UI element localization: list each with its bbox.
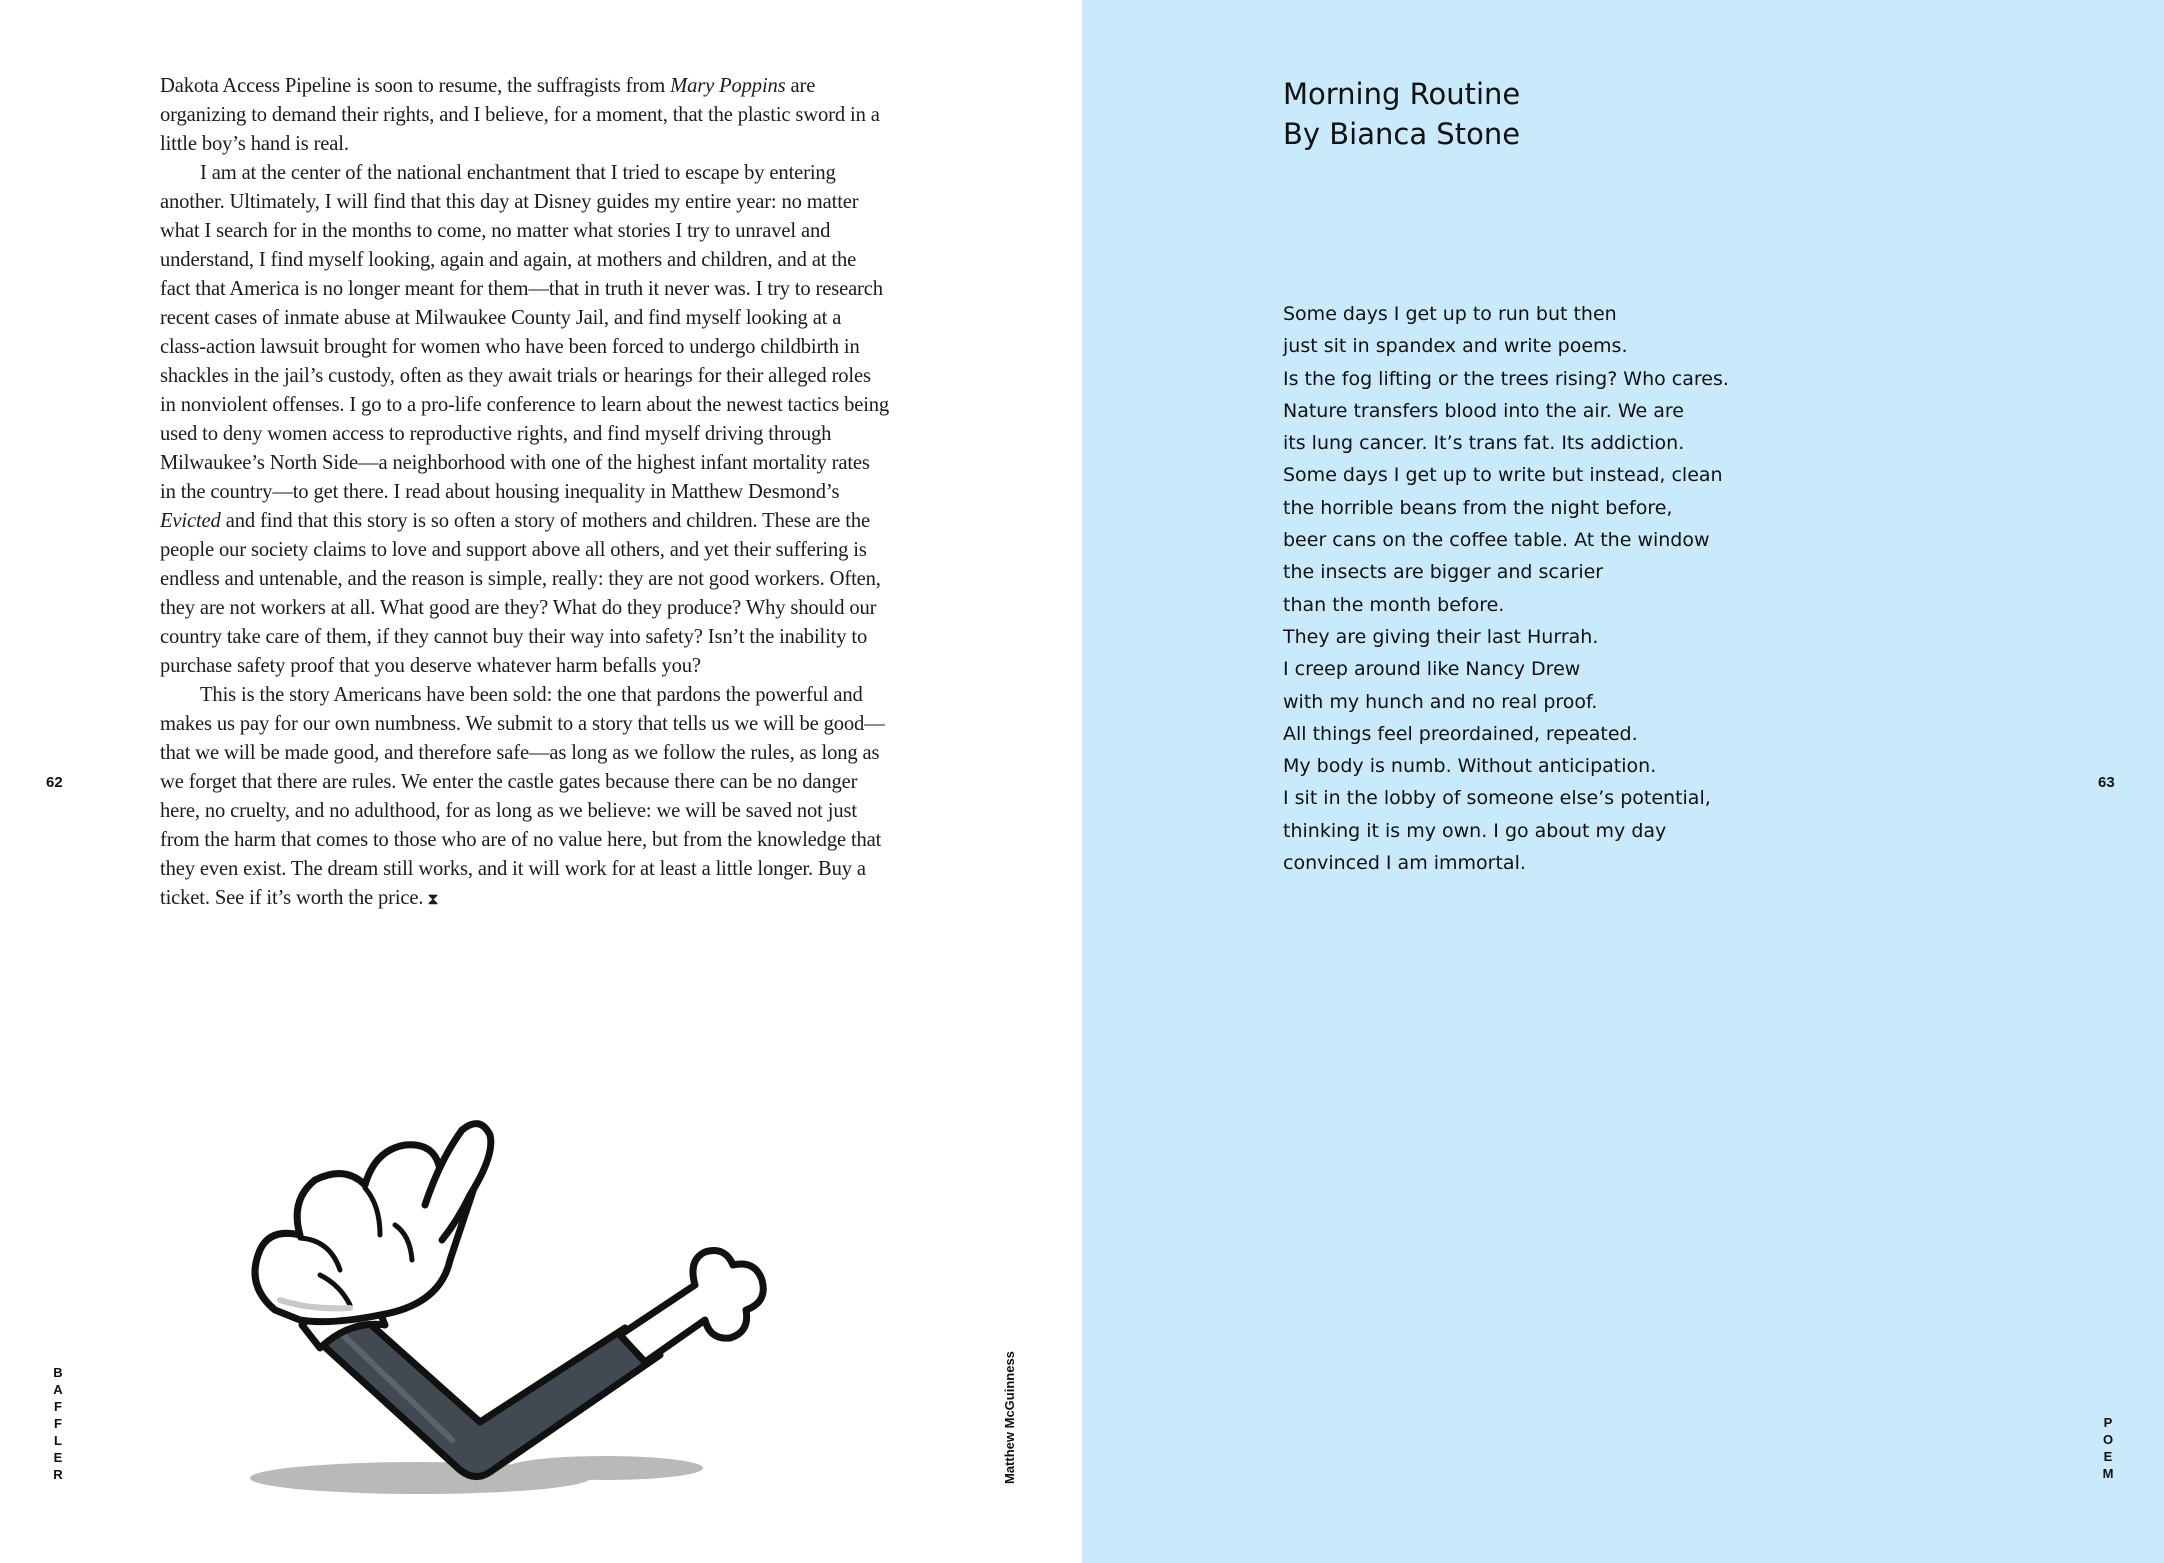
poem-line: All things feel preordained, repeated.: [1283, 722, 1638, 745]
essay-paragraph: [160, 72, 890, 159]
italic-title: Mary Poppins: [670, 75, 786, 97]
poem-line: They are giving their last Hurrah.: [1283, 625, 1599, 648]
illustration-credit: Matthew McGuinness: [1002, 1351, 1017, 1484]
poem-byline: By Bianca Stone: [1283, 117, 1521, 151]
running-head-letter: M: [2102, 1466, 2114, 1481]
poem-line: thinking it is my own. I go about my day: [1283, 819, 1667, 842]
essay-text: are organizing to demand their rights, and I believe, for a moment, that the plastic sword in a little boy’s hand is real.: [160, 75, 880, 155]
poem-line: I creep around like Nancy Drew: [1283, 658, 1581, 681]
poem-line: Is the fog lifting or the trees rising? Who cares.: [1283, 367, 1729, 390]
poem-line: Nature transfers blood into the air. We are: [1283, 399, 1684, 422]
page-number-right: 63: [2098, 774, 2115, 791]
bone: [620, 1251, 763, 1362]
poem-line: its lung cancer. It’s trans fat. Its addiction.: [1283, 432, 1685, 455]
poem-line: beer cans on the coffee table. At the window: [1283, 529, 1710, 552]
running-head-letter: E: [2103, 1449, 2113, 1464]
poem-line: the horrible beans from the night before,: [1283, 496, 1673, 519]
glove-thumb: [425, 1124, 491, 1240]
poem-line: Some days I get up to write but instead, clean: [1283, 464, 1723, 487]
running-head-letter: O: [2102, 1432, 2114, 1447]
essay-paragraph: [160, 159, 890, 681]
running-head-letter: E: [53, 1450, 63, 1465]
running-head-letter: R: [53, 1467, 63, 1482]
poem-title: Morning Routine: [1283, 77, 1521, 111]
running-head-letter: P: [2103, 1415, 2113, 1430]
baffler-running-head: [50, 1364, 66, 1483]
running-head-letter: A: [53, 1382, 63, 1397]
essay-body: [160, 72, 890, 914]
essay-text: I am at the center of the national enchantment that I tried to escape by entering another. Ultimately, I will find that this day at Disney guides my entire year: no matter what I search for in the months to come, no matter what stories I try to unravel and understand, I find myself looking, again and again, at mothers and children, and at the fact that America is no longer meant for them—that in truth it never was. I try to research recent cases of inmate abuse at Milwaukee County Jail, and find myself looking at a class-action lawsuit brought for women who have been forced to undergo childbirth in shackles in the jail’s custody, often as they await trials or hearings for their alleged roles in nonviolent offenses. I go to a pro-life conference to learn about the newest tactics being used to deny women access to reproductive rights, and find myself driving through Milwaukee’s North Side—a neighborhood with one of the highest infant mortality rates in the country—to get there. I read about housing inequality in Matthew Desmond’s: [160, 162, 890, 503]
hourglass-end-mark-icon: ⧗: [427, 891, 439, 908]
sleeve-arm: [315, 1315, 660, 1477]
poem-heading: [1283, 74, 1883, 154]
poem-line: the insects are bigger and scarier: [1283, 561, 1604, 584]
poem-section-tag: [2100, 1414, 2116, 1482]
cartoon-glove-bone-arm-illustration: [190, 1110, 830, 1500]
page-number-left: 62: [46, 774, 63, 791]
poem-line: with my hunch and no real proof.: [1283, 690, 1598, 713]
poem-line: just sit in spandex and write poems.: [1283, 335, 1628, 358]
poem-line: My body is numb. Without anticipation.: [1283, 755, 1657, 778]
poem-body: [1283, 298, 1883, 879]
poem-line: I sit in the lobby of someone else’s potential,: [1283, 787, 1711, 810]
poem-line: than the month before.: [1283, 593, 1505, 616]
essay-text: and find that this story is so often a story of mothers and children. These are the people our society claims to love and support above all others, and yet their suffering is endless and untenable, and the reason is simple, really: they are not good workers. Often, they are not workers at all. What good are they? What do they produce? Why should our country take care of them, if they cannot buy their way into safety? Isn’t the inability to purchase safety proof that you deserve whatever harm befalls you?: [160, 510, 881, 677]
arm-shadow-right: [507, 1456, 703, 1480]
running-head-letter: L: [54, 1433, 62, 1448]
poem-line: convinced I am immortal.: [1283, 852, 1526, 875]
running-head-letter: B: [53, 1365, 63, 1380]
running-head-letter: F: [54, 1399, 62, 1414]
poem-line: Some days I get up to run but then: [1283, 303, 1617, 325]
essay-text: Dakota Access Pipeline is soon to resume, the suffragists from: [160, 75, 671, 97]
running-head-letter: F: [54, 1416, 62, 1431]
essay-text: This is the story Americans have been sold: the one that pardons the powerful and makes us pay for our own numbness. We submit to a story that tells us we will be good—that we will be made good, and therefore safe—as long as we follow the rules, as long as we forget that there are rules. We enter the castle gates because there can be no danger here, no cruelty, and no adulthood, for as long as we believe: we will be saved not just from the harm that comes to those who are of no value here, but from the knowledge that they even exist. The dream still works, and it will work for at least a little longer. Buy a ticket. See if it’s worth the price.: [160, 684, 885, 909]
italic-title: Evicted: [160, 510, 221, 532]
essay-paragraph: [160, 681, 890, 914]
